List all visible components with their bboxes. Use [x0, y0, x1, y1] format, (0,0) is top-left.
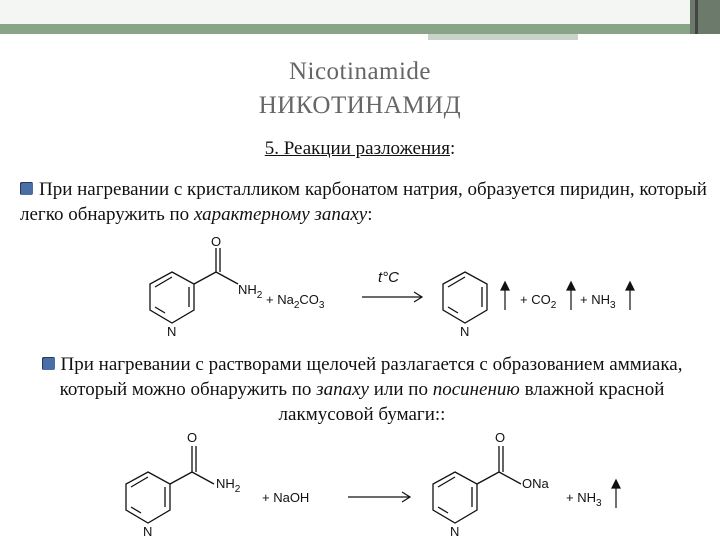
ona-label: ONa [522, 476, 549, 491]
corner-line [695, 0, 698, 34]
nicotinamide-structure-1 [150, 248, 238, 323]
nh2-label-2: $NH_2$ [216, 476, 241, 495]
product-nitrogen-label: N [450, 524, 460, 539]
paragraph-2 [12, 352, 712, 427]
reaction-arrow-2 [348, 492, 410, 502]
paragraph-1-text: При нагревании с кристалликом карбонатом натрия, образуется пиридин, который легко обнаружить по [20, 179, 707, 225]
nh3-product-2: + $NH_3$ [566, 490, 602, 509]
top-banner [0, 0, 720, 24]
paragraph-2-italic-1: запаху [316, 379, 369, 400]
reaction-2-scheme [0, 430, 720, 540]
oxygen-label-2: O [187, 430, 198, 445]
bullet-icon [20, 182, 33, 195]
nh3-product-1: + $NH_3$ [580, 292, 616, 311]
paragraph-2-mid: или по [368, 379, 433, 400]
paragraph-2-end: влажной красной лакмусовой бумаги:: [278, 379, 665, 425]
header-stripe [0, 24, 700, 34]
section-heading [0, 138, 720, 160]
header-accent-stripe [428, 34, 578, 40]
paragraph-2-italic-2: посинению [432, 379, 520, 400]
nitrogen-label-2: N [143, 524, 153, 539]
naoh-reagent: + NaOH [262, 490, 310, 505]
section-label: 5. Реакции разложения [264, 138, 450, 159]
title-russian: НИКОТИНАМИД [258, 92, 462, 119]
sodium-carbonate-reagent: + $Na_2CO_3$ [266, 292, 325, 311]
pyridine-nitrogen-label: N [460, 324, 470, 339]
gas-arrow-icon [612, 480, 620, 508]
co2-product: + $CO_2$ [520, 292, 557, 311]
nicotinamide-structure-2 [126, 446, 214, 523]
reaction-arrow-1 [362, 292, 422, 302]
section-colon: : [449, 138, 456, 159]
pyridine-product [443, 272, 487, 323]
gas-arrow-icon [567, 282, 575, 310]
paragraph-1 [20, 177, 710, 227]
reaction-1-scheme [0, 234, 720, 342]
paragraph-2-text: При нагревании с растворами щелочей разлагается с образованием аммиака, который можно обнаружить по [59, 354, 683, 400]
oxygen-label-1: O [211, 234, 222, 249]
nh2-label-1: $NH_2$ [238, 282, 263, 301]
bullet-icon [42, 357, 55, 370]
title-english: Nicotinamide [288, 58, 432, 85]
sodium-nicotinate-structure [433, 446, 521, 523]
gas-arrow-icon [626, 282, 634, 310]
nitrogen-label-1: N [167, 324, 177, 339]
paragraph-1-end: : [367, 204, 373, 225]
paragraph-1-italic: характерному запаху [193, 204, 368, 225]
gas-arrow-icon [501, 282, 509, 310]
product-oxygen-label: O [495, 430, 506, 445]
heating-condition: t°C [378, 269, 399, 286]
